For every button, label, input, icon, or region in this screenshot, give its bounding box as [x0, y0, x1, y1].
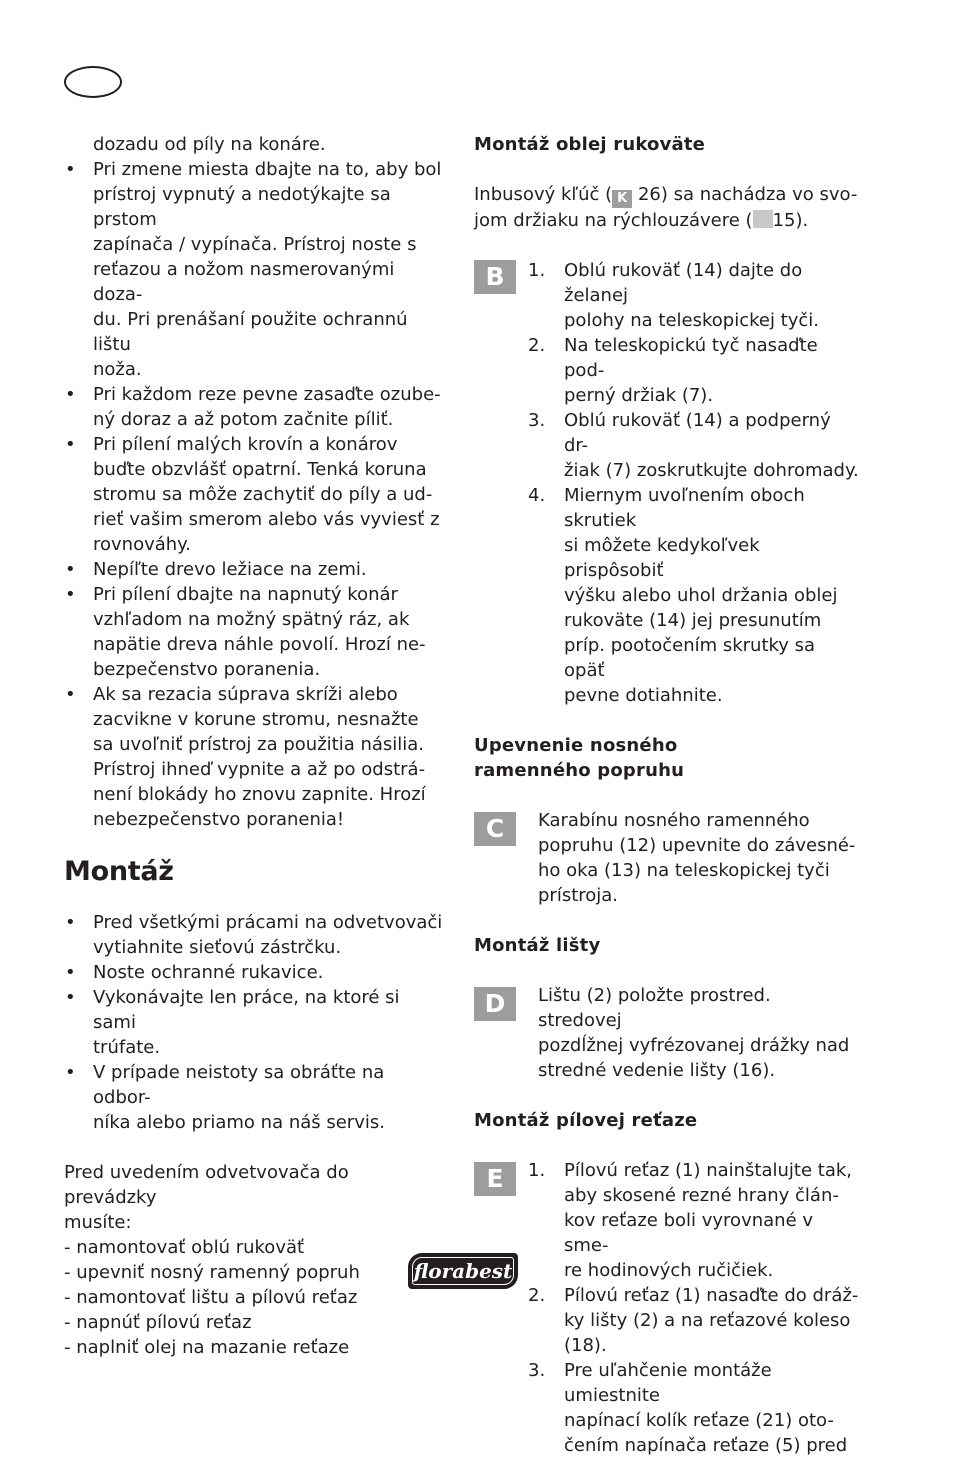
spacer [474, 708, 860, 733]
bullet-item-continuation: není blokády ho znovu zapnite. Hrozí [93, 784, 426, 805]
step-line [474, 1358, 860, 1408]
step-text: perný držiak (7). [564, 385, 714, 406]
step-text: pevne dotiahnite. [564, 685, 723, 706]
subheading: Upevnenie nosného [474, 735, 678, 756]
bullet-item-continuation: vzhľadom na možný spätný ráz, ak [93, 609, 410, 630]
step-text: Na teleskopickú tyč nasaďte pod- [564, 335, 818, 381]
bullet-item-continuation: Prístroj ihneď vypnite a až po odstrá- [93, 759, 426, 780]
step-line [474, 1433, 860, 1458]
spacer [64, 1135, 444, 1160]
bullet-item: • Nepíľte drevo ležiace na zemi. [64, 557, 444, 582]
step-number: 2. [528, 335, 546, 356]
bullet-item-continuation: bezpečenstvo poranenia. [93, 659, 321, 680]
paragraph-line: popruhu (12) upevnite do závesné- [538, 835, 856, 856]
bullet-item-continuation: rieť vašim smerom alebo vás vyviesť z [93, 509, 440, 530]
checklist-item: - upevniť nosný ramenný popruh [64, 1262, 360, 1283]
spacer [474, 233, 860, 258]
step-text: príp. pootočením skrutky sa opäť [564, 635, 816, 681]
paragraph-line: stredné vedenie lišty (16). [538, 1060, 776, 1081]
step-text: si môžete kedykoľvek prispôsobiť [564, 535, 760, 581]
bullet-item: • Pred všetkými prácami na odvetvovači [64, 910, 444, 935]
key-text: 15). [772, 210, 809, 231]
step-text: napínací kolík reťaze (21) oto- [564, 1410, 834, 1431]
figure-reference-icon [753, 210, 773, 228]
step-text: Oblú rukoväť (14) a podperný dr- [564, 410, 831, 456]
step-line [474, 1208, 860, 1258]
step-line [474, 608, 860, 633]
step-line [474, 583, 860, 608]
step-number: 4. [528, 485, 546, 506]
figure-block [474, 258, 860, 708]
step-text: ky lišty (2) a na reťazové koleso [564, 1310, 851, 1331]
spacer [64, 832, 444, 856]
bullet-item-continuation: noža. [93, 359, 142, 380]
spacer [474, 1083, 860, 1108]
step-line [474, 633, 860, 683]
figure-badge: E [474, 1162, 516, 1196]
step-text: aby skosené rezné hrany člán- [564, 1185, 839, 1206]
step-line [474, 533, 860, 583]
step-text: Miernym uvoľnením oboch skrutiek [564, 485, 805, 531]
bullet-item-continuation: níka alebo priamo na náš servis. [93, 1112, 385, 1133]
step-line [474, 1283, 860, 1308]
step-line [474, 308, 860, 333]
bullet-item-continuation: dozadu od píly na konáre. [93, 134, 326, 155]
paragraph-line: Lištu (2) položte prostred. stredovej [538, 985, 771, 1031]
step-line [474, 1408, 860, 1433]
subheading: Montáž pílovej reťaze [474, 1110, 698, 1131]
bullet-item: • Pri zmene miesta dbajte na to, aby bol [64, 157, 444, 182]
step-text: re hodinových ručičiek. [564, 1260, 774, 1281]
spacer [474, 783, 860, 808]
bullet-item-continuation: du. Pri prenášaní použite ochrannú lištu [93, 309, 408, 355]
checklist-item: - namontovať oblú rukoväť [64, 1237, 305, 1258]
step-line [474, 258, 860, 308]
figure-badge: B [474, 260, 516, 294]
subheading: ramenného popruhu [474, 760, 685, 781]
subheading: Montáž oblej rukoväte [474, 134, 706, 155]
figure-badge: C [474, 812, 516, 846]
step-number: 2. [528, 1285, 546, 1306]
bullet-item-continuation: trúfate. [93, 1037, 161, 1058]
section-heading: Montáž [64, 856, 174, 887]
step-line [474, 483, 860, 533]
paragraph-line: pozdĺžnej vyfrézovanej drážky nad [538, 1035, 850, 1056]
checklist-item: - namontovať lištu a pílovú reťaz [64, 1287, 358, 1308]
key-figure-badge: K [612, 190, 632, 208]
step-line [474, 458, 860, 483]
bullet-item: • Pri každom reze pevne zasaďte ozube- [64, 382, 444, 407]
step-number: 1. [528, 260, 546, 281]
checklist-item: - napnúť pílovú reťaz [64, 1312, 252, 1333]
subheading: Montáž lišty [474, 935, 601, 956]
bullet-item: • V prípade neistoty sa obráťte na odbor- [64, 1060, 444, 1110]
bullet-item-continuation: zapínača / vypínača. Prístroj noste s [93, 234, 417, 255]
step-line [474, 1183, 860, 1208]
figure-badge: D [474, 987, 516, 1021]
bullet-item-continuation: sa uvoľniť prístroj za použitia násilia. [93, 734, 425, 755]
step-line [474, 408, 860, 458]
step-text: čením napínača reťaze (5) pred [564, 1435, 848, 1456]
bullet-item-continuation: napätie dreva náhle povolí. Hrozí ne- [93, 634, 426, 655]
step-number: 3. [528, 410, 546, 431]
step-line [474, 1258, 860, 1283]
step-text: Pílovú reťaz (1) nasaďte do dráž- [564, 1285, 859, 1306]
step-text: žiak (7) zoskrutkujte dohromady. [564, 460, 859, 481]
figure-block [474, 1158, 860, 1458]
intro-text: Pred uvedením odvetvovača do prevádzky [64, 1162, 349, 1208]
key-text: Inbusový kľúč ( [474, 184, 613, 205]
step-line [474, 1308, 860, 1333]
florabest-logo: florabest [408, 1253, 518, 1289]
language-oval [64, 66, 122, 98]
key-text-line [474, 182, 860, 208]
checklist-item: - naplniť olej na mazanie reťaze [64, 1337, 350, 1358]
bullet-item-continuation: zacvikne v korune stromu, nesnažte [93, 709, 419, 730]
bullet-item-continuation: ný doraz a až potom začnite píliť. [93, 409, 394, 430]
step-number: 3. [528, 1360, 546, 1381]
step-number: 1. [528, 1160, 546, 1181]
bullet-item: • Noste ochranné rukavice. [64, 960, 444, 985]
bullet-item-continuation: prístroj vypnutý a nedotýkajte sa prstom [93, 184, 391, 230]
spacer [474, 157, 860, 182]
key-text-line [474, 208, 860, 233]
paragraph-line: ho oka (13) na teleskopickej tyči [538, 860, 830, 881]
bullet-item: • Pri pílení malých krovín a konárov [64, 432, 444, 457]
bullet-item: • Pri pílení dbajte na napnutý konár [64, 582, 444, 607]
bullet-item-continuation: reťazou a nožom nasmerovanými doza- [93, 259, 395, 305]
step-text: polohy na teleskopickej tyči. [564, 310, 820, 331]
step-line [474, 683, 860, 708]
step-text: rukoväte (14) jej presunutím [564, 610, 822, 631]
paragraph-line: Karabínu nosného ramenného [538, 810, 810, 831]
figure-block [474, 808, 860, 908]
figure-block [474, 983, 860, 1083]
bullet-item-continuation: nebezpečenstvo poranenia! [93, 809, 345, 830]
key-text: jom držiaku na rýchlouzávere ( [474, 210, 753, 231]
key-text: 26) sa nachádza vo svo- [637, 184, 858, 205]
bullet-item-continuation: rovnováhy. [93, 534, 191, 555]
step-line [474, 333, 860, 383]
step-text: výšku alebo uhol držania oblej [564, 585, 838, 606]
bullet-item: • Vykonávajte len práce, na ktoré si sami [64, 985, 444, 1035]
step-text: kov reťaze boli vyrovnané v sme- [564, 1210, 814, 1256]
spacer [474, 958, 860, 983]
spacer [64, 888, 444, 910]
paragraph-line: prístroja. [538, 885, 619, 906]
spacer [474, 1133, 860, 1158]
right-column [474, 132, 860, 1458]
step-text: Pílovú reťaz (1) nainštalujte tak, [564, 1160, 853, 1181]
step-text: Pre uľahčenie montáže umiestnite [564, 1360, 772, 1406]
step-text: Oblú rukoväť (14) dajte do želanej [564, 260, 803, 306]
step-text: (18). [564, 1335, 607, 1356]
step-line [474, 1158, 860, 1183]
bullet-item-continuation: buďte obzvlášť opatrní. Tenká koruna [93, 459, 427, 480]
step-line [474, 383, 860, 408]
bullet-item: • Ak sa rezacia súprava skríži alebo [64, 682, 444, 707]
bullet-item-continuation: stromu sa môže zachytiť do píly a ud- [93, 484, 433, 505]
step-line [474, 1333, 860, 1358]
left-column [64, 132, 444, 1360]
spacer [474, 908, 860, 933]
bullet-item-continuation: vytiahnite sieťovú zástrčku. [93, 937, 342, 958]
intro-text: musíte: [64, 1212, 132, 1233]
